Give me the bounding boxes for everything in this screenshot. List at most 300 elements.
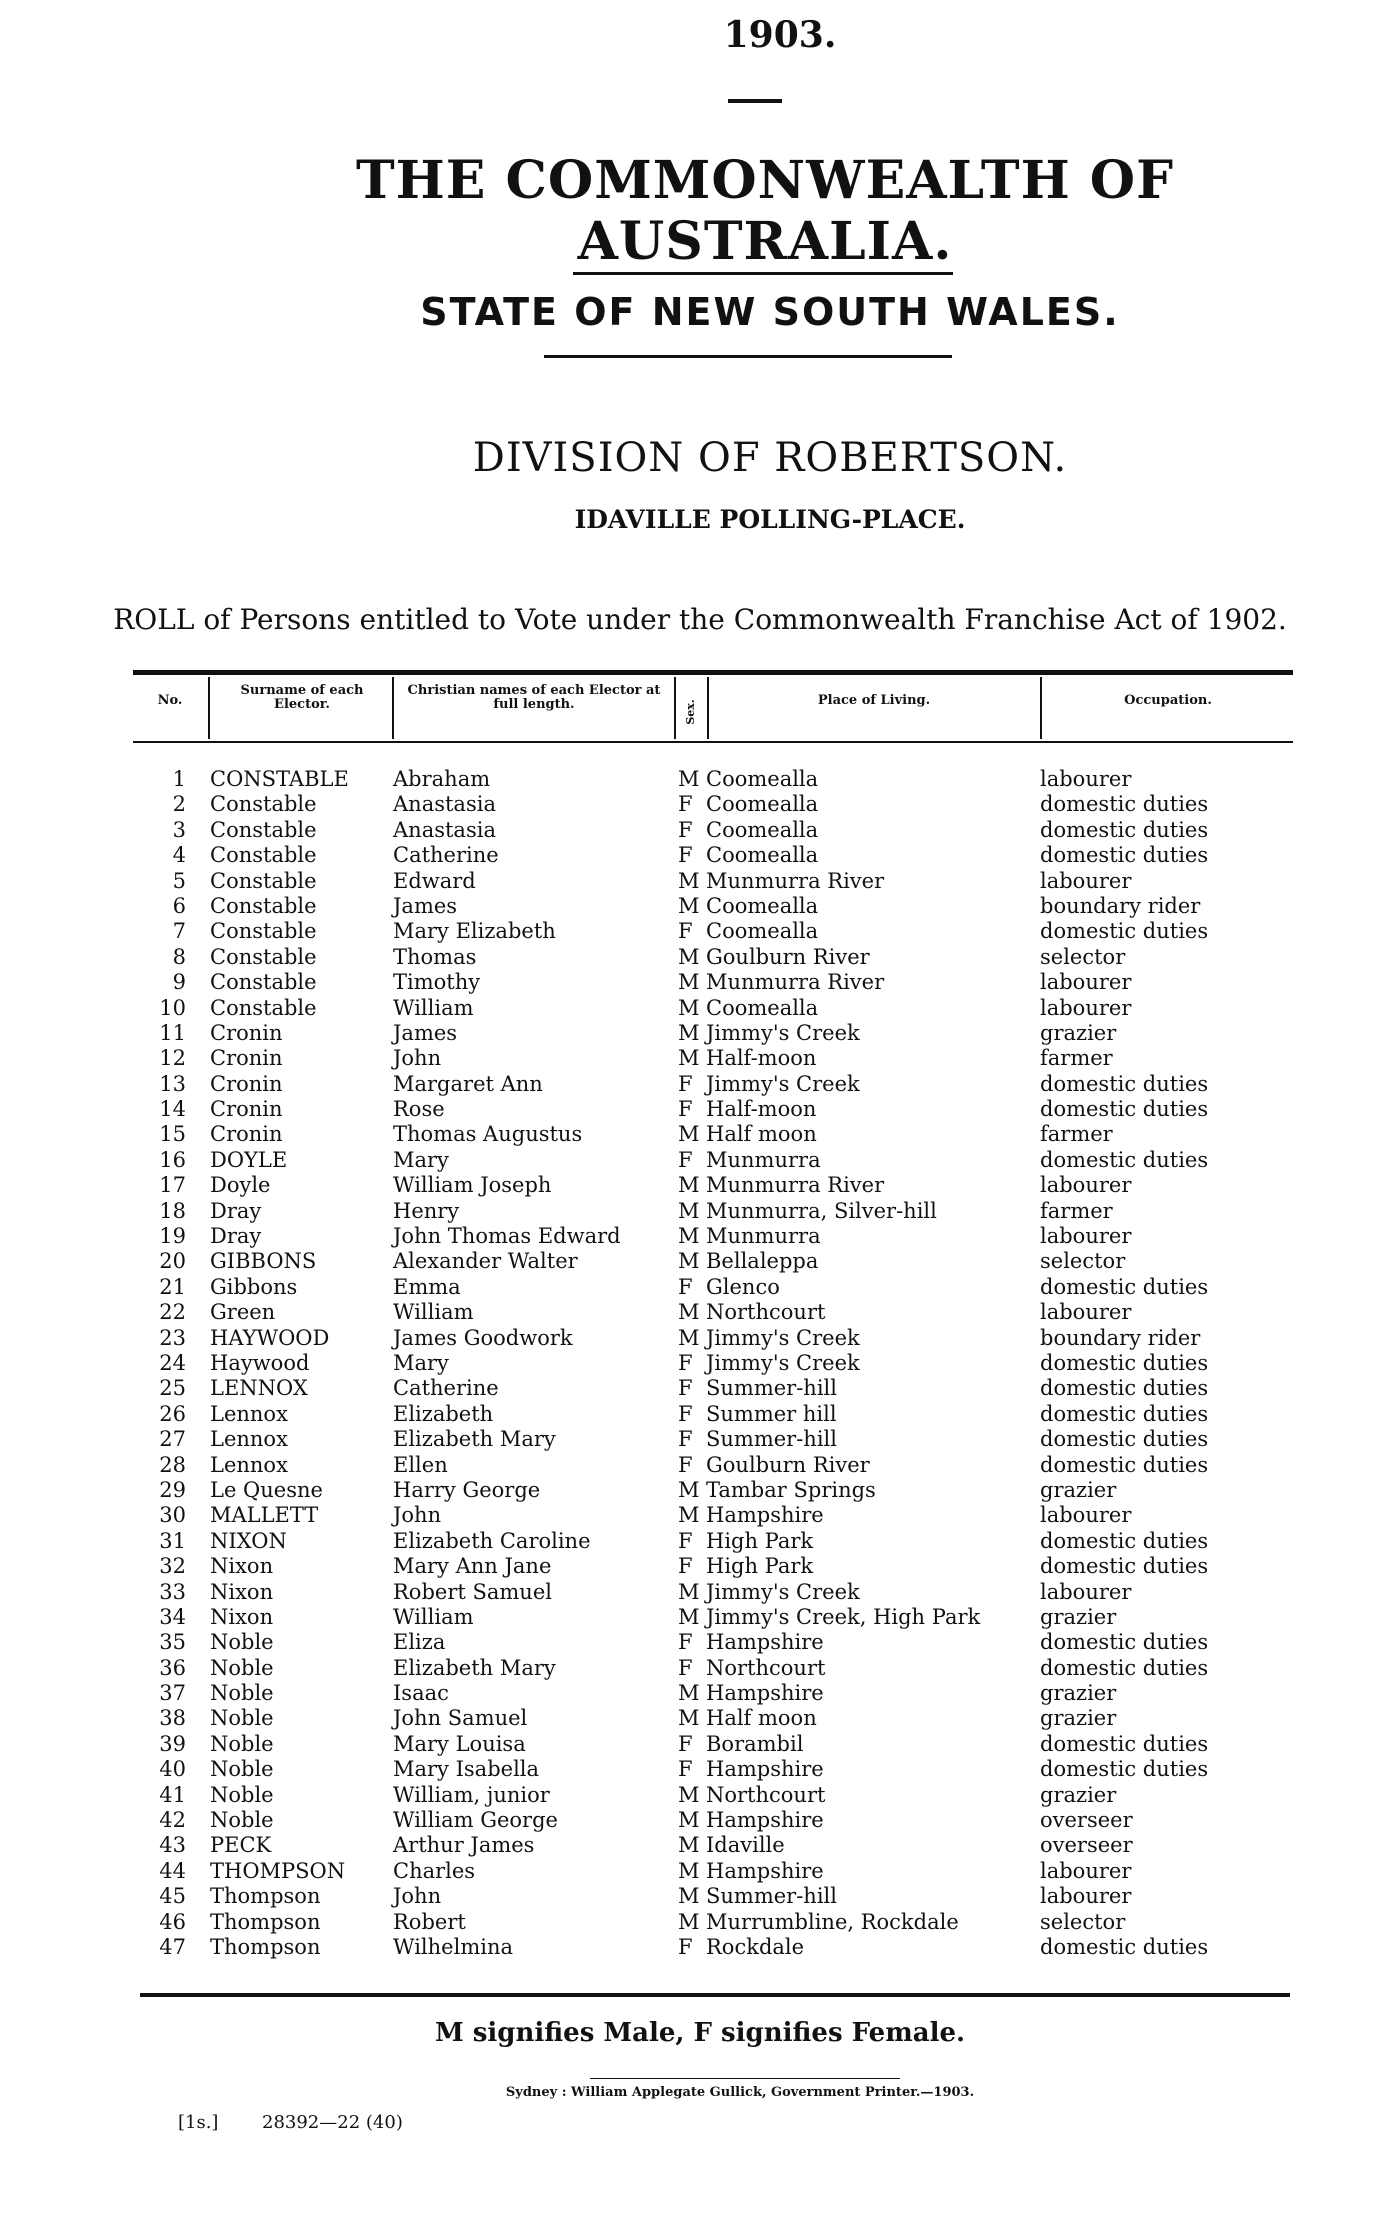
elector-occupation: grazier xyxy=(1040,1706,1117,1731)
table-row xyxy=(0,1935,1382,1960)
elector-christian-names: John xyxy=(393,1884,442,1909)
elector-christian-names: Robert Samuel xyxy=(393,1579,552,1604)
elector-occupation: labourer xyxy=(1040,1173,1132,1198)
elector-number: 23 xyxy=(159,1325,186,1350)
elector-place-of-living: Goulburn River xyxy=(706,944,870,969)
table-row xyxy=(0,1478,1382,1503)
table-row xyxy=(0,1097,1382,1122)
table-row xyxy=(0,843,1382,868)
elector-christian-names: Mary xyxy=(393,1147,449,1172)
elector-occupation: domestic duties xyxy=(1040,1097,1209,1122)
table-row xyxy=(0,1453,1382,1478)
table-row xyxy=(0,1732,1382,1757)
elector-christian-names: Mary Elizabeth xyxy=(393,919,556,944)
elector-surname: Constable xyxy=(210,970,317,995)
elector-surname: Cronin xyxy=(210,1071,283,1096)
column-header-occupation: Occupation. xyxy=(1124,693,1212,708)
elector-christian-names: William Joseph xyxy=(393,1173,552,1198)
elector-place-of-living: Half-moon xyxy=(706,1046,817,1071)
decorative-rule xyxy=(728,99,782,103)
price-code: [1s.] xyxy=(178,2112,219,2133)
elector-occupation: farmer xyxy=(1040,1198,1113,1223)
elector-christian-names: Anastasia xyxy=(393,817,496,842)
elector-number: 34 xyxy=(159,1604,186,1629)
elector-number: 33 xyxy=(159,1579,186,1604)
elector-sex: F xyxy=(678,1071,693,1096)
elector-occupation: labourer xyxy=(1040,995,1132,1020)
elector-surname: Lennox xyxy=(210,1427,288,1452)
elector-place-of-living: Hampshire xyxy=(706,1808,824,1833)
elector-surname: HAYWOOD xyxy=(210,1325,330,1350)
elector-place-of-living: Hampshire xyxy=(706,1858,824,1883)
elector-christian-names: James Goodwork xyxy=(393,1325,573,1350)
elector-christian-names: Ellen xyxy=(393,1452,448,1477)
elector-christian-names: Mary Ann Jane xyxy=(393,1554,552,1579)
elector-place-of-living: Coomealla xyxy=(706,919,819,944)
elector-place-of-living: Jimmy's Creek xyxy=(706,1020,860,1045)
elector-sex: F xyxy=(678,1655,693,1680)
elector-occupation: domestic duties xyxy=(1040,1554,1209,1579)
elector-number: 24 xyxy=(159,1350,186,1375)
table-row xyxy=(0,818,1382,843)
table-row xyxy=(0,1326,1382,1351)
elector-surname: Nixon xyxy=(210,1604,274,1629)
column-header-place: Place of Living. xyxy=(817,693,931,708)
elector-occupation: domestic duties xyxy=(1040,1731,1209,1756)
elector-surname: DOYLE xyxy=(210,1147,288,1172)
print-reference: 28392—22 (40) xyxy=(262,2112,403,2133)
elector-christian-names: Timothy xyxy=(393,970,481,995)
elector-surname: Constable xyxy=(210,995,317,1020)
column-divider xyxy=(208,677,210,739)
elector-surname: Le Quesne xyxy=(210,1477,323,1502)
elector-place-of-living: High Park xyxy=(706,1554,814,1579)
elector-occupation: domestic duties xyxy=(1040,1350,1209,1375)
table-row xyxy=(0,1808,1382,1833)
elector-surname: Haywood xyxy=(210,1350,310,1375)
elector-occupation: selector xyxy=(1040,1249,1126,1274)
elector-christian-names: Alexander Walter xyxy=(393,1249,578,1274)
elector-number: 15 xyxy=(159,1122,186,1147)
elector-occupation: domestic duties xyxy=(1040,792,1209,817)
elector-place-of-living: Summer-hill xyxy=(706,1884,837,1909)
table-row xyxy=(0,1249,1382,1274)
elector-number: 16 xyxy=(159,1147,186,1172)
elector-sex: M xyxy=(678,1884,700,1909)
elector-surname: MALLETT xyxy=(210,1503,319,1528)
elector-christian-names: Wilhelmina xyxy=(393,1934,513,1959)
elector-number: 31 xyxy=(159,1528,186,1553)
elector-occupation: domestic duties xyxy=(1040,1274,1209,1299)
elector-sex: F xyxy=(678,919,693,944)
elector-place-of-living: Hampshire xyxy=(706,1503,824,1528)
elector-surname: THOMPSON xyxy=(210,1858,346,1883)
elector-place-of-living: Jimmy's Creek, High Park xyxy=(706,1604,981,1629)
elector-place-of-living: Rockdale xyxy=(706,1934,805,1959)
table-row xyxy=(0,1199,1382,1224)
elector-number: 5 xyxy=(172,868,186,893)
elector-sex: M xyxy=(678,1122,700,1147)
elector-surname: Gibbons xyxy=(210,1274,298,1299)
elector-christian-names: Catherine xyxy=(393,843,499,868)
elector-place-of-living: Jimmy's Creek xyxy=(706,1071,860,1096)
elector-sex: M xyxy=(678,1604,700,1629)
roll-heading: ROLL of Persons entitled to Vote under the Commonwealth Franchise Act of 1902. xyxy=(113,603,1287,636)
polling-place-title: IDAVILLE POLLING-PLACE. xyxy=(574,505,966,534)
elector-number: 7 xyxy=(172,919,186,944)
elector-place-of-living: Half moon xyxy=(706,1122,817,1147)
elector-number: 11 xyxy=(159,1020,186,1045)
state-title: STATE OF NEW SOUTH WALES. xyxy=(420,290,1120,334)
elector-place-of-living: Northcourt xyxy=(706,1655,826,1680)
elector-sex: M xyxy=(678,1503,700,1528)
elector-place-of-living: Jimmy's Creek xyxy=(706,1350,860,1375)
elector-place-of-living: Coomealla xyxy=(706,995,819,1020)
table-row xyxy=(0,996,1382,1021)
elector-number: 2 xyxy=(172,792,186,817)
table-row xyxy=(0,767,1382,792)
elector-christian-names: John xyxy=(393,1503,442,1528)
table-row xyxy=(0,970,1382,995)
elector-occupation: labourer xyxy=(1040,1503,1132,1528)
elector-surname: Noble xyxy=(210,1782,274,1807)
elector-sex: M xyxy=(678,1020,700,1045)
elector-surname: Noble xyxy=(210,1706,274,1731)
table-row xyxy=(0,869,1382,894)
elector-sex: M xyxy=(678,970,700,995)
elector-surname: Dray xyxy=(210,1224,262,1249)
elector-number: 30 xyxy=(159,1503,186,1528)
elector-number: 45 xyxy=(159,1884,186,1909)
elector-place-of-living: Hampshire xyxy=(706,1757,824,1782)
elector-christian-names: Abraham xyxy=(393,767,491,791)
elector-occupation: overseer xyxy=(1040,1833,1133,1858)
elector-surname: Cronin xyxy=(210,1122,283,1147)
elector-number: 27 xyxy=(159,1427,186,1452)
elector-number: 44 xyxy=(159,1858,186,1883)
table-row xyxy=(0,1757,1382,1782)
elector-christian-names: Edward xyxy=(393,868,476,893)
table-row xyxy=(0,1021,1382,1046)
elector-surname: Constable xyxy=(210,817,317,842)
elector-place-of-living: Summer-hill xyxy=(706,1376,837,1401)
elector-sex: F xyxy=(678,1731,693,1756)
table-row xyxy=(0,1859,1382,1884)
elector-place-of-living: Summer-hill xyxy=(706,1427,837,1452)
elector-christian-names: Henry xyxy=(393,1198,460,1223)
column-header-no: No. xyxy=(157,693,183,708)
elector-christian-names: James xyxy=(393,893,458,918)
elector-number: 21 xyxy=(159,1274,186,1299)
elector-surname: Nixon xyxy=(210,1554,274,1579)
elector-surname: CONSTABLE xyxy=(210,767,349,791)
column-header-surname: Surname of each Elector. xyxy=(240,683,364,712)
elector-surname: Noble xyxy=(210,1731,274,1756)
table-row xyxy=(0,1046,1382,1071)
table-row xyxy=(0,1351,1382,1376)
elector-sex: M xyxy=(678,1706,700,1731)
table-row xyxy=(0,1427,1382,1452)
elector-occupation: grazier xyxy=(1040,1604,1117,1629)
elector-surname: Constable xyxy=(210,944,317,969)
printer-imprint: Sydney : William Applegate Gullick, Government Printer.—1903. xyxy=(505,2085,975,2100)
elector-christian-names: Isaac xyxy=(393,1681,449,1706)
elector-surname: LENNOX xyxy=(210,1376,308,1401)
table-header-rule xyxy=(133,741,1293,743)
elector-occupation: labourer xyxy=(1040,1579,1132,1604)
elector-number: 37 xyxy=(159,1681,186,1706)
elector-sex: M xyxy=(678,1808,700,1833)
table-row xyxy=(0,894,1382,919)
elector-place-of-living: Munmurra xyxy=(706,1147,821,1172)
elector-sex: M xyxy=(678,1198,700,1223)
elector-christian-names: William, junior xyxy=(393,1782,550,1807)
table-row xyxy=(0,1833,1382,1858)
elector-place-of-living: Hampshire xyxy=(706,1681,824,1706)
elector-christian-names: Elizabeth Mary xyxy=(393,1427,556,1452)
elector-occupation: boundary rider xyxy=(1040,893,1201,918)
elector-occupation: overseer xyxy=(1040,1808,1133,1833)
table-row xyxy=(0,1529,1382,1554)
elector-occupation: domestic duties xyxy=(1040,1376,1209,1401)
elector-surname: Constable xyxy=(210,868,317,893)
elector-occupation: labourer xyxy=(1040,1858,1132,1883)
elector-surname: Lennox xyxy=(210,1401,288,1426)
elector-place-of-living: Munmurra, Silver-hill xyxy=(706,1198,937,1223)
elector-sex: M xyxy=(678,944,700,969)
table-row xyxy=(0,1275,1382,1300)
elector-christian-names: Elizabeth xyxy=(393,1401,494,1426)
elector-christian-names: Thomas Augustus xyxy=(393,1122,583,1147)
elector-sex: M xyxy=(678,1046,700,1071)
elector-sex: M xyxy=(678,1579,700,1604)
elector-occupation: domestic duties xyxy=(1040,1452,1209,1477)
elector-number: 6 xyxy=(172,893,186,918)
elector-number: 26 xyxy=(159,1401,186,1426)
elector-sex: F xyxy=(678,1147,693,1172)
elector-sex: F xyxy=(678,1452,693,1477)
elector-surname: GIBBONS xyxy=(210,1249,317,1274)
elector-number: 20 xyxy=(159,1249,186,1274)
elector-sex: F xyxy=(678,1376,693,1401)
elector-occupation: farmer xyxy=(1040,1122,1113,1147)
elector-number: 9 xyxy=(172,970,186,995)
column-divider xyxy=(674,677,676,739)
elector-occupation: domestic duties xyxy=(1040,919,1209,944)
elector-sex: M xyxy=(678,1249,700,1274)
elector-occupation: labourer xyxy=(1040,1224,1132,1249)
elector-occupation: domestic duties xyxy=(1040,1528,1209,1553)
table-row xyxy=(0,1300,1382,1325)
elector-christian-names: John Thomas Edward xyxy=(393,1224,621,1249)
elector-number: 8 xyxy=(172,944,186,969)
table-row xyxy=(0,1706,1382,1731)
elector-sex: F xyxy=(678,1528,693,1553)
elector-christian-names: William xyxy=(393,995,474,1020)
elector-place-of-living: Munmurra xyxy=(706,1224,821,1249)
elector-christian-names: Rose xyxy=(393,1097,445,1122)
elector-place-of-living: Coomealla xyxy=(706,843,819,868)
table-row xyxy=(0,1580,1382,1605)
electoral-roll-table xyxy=(0,767,1382,1960)
table-row xyxy=(0,1910,1382,1935)
elector-occupation: labourer xyxy=(1040,767,1132,791)
elector-surname: Dray xyxy=(210,1198,262,1223)
elector-place-of-living: Murrumbline, Rockdale xyxy=(706,1909,959,1934)
elector-number: 32 xyxy=(159,1554,186,1579)
elector-surname: Cronin xyxy=(210,1020,283,1045)
elector-number: 3 xyxy=(172,817,186,842)
table-row xyxy=(0,1630,1382,1655)
elector-christian-names: William George xyxy=(393,1808,558,1833)
elector-sex: F xyxy=(678,1554,693,1579)
elector-surname: NIXON xyxy=(210,1528,287,1553)
elector-christian-names: Elizabeth Caroline xyxy=(393,1528,591,1553)
table-row xyxy=(0,1224,1382,1249)
elector-surname: Noble xyxy=(210,1757,274,1782)
elector-number: 12 xyxy=(159,1046,186,1071)
elector-sex: M xyxy=(678,1325,700,1350)
elector-number: 36 xyxy=(159,1655,186,1680)
elector-surname: Thompson xyxy=(210,1884,321,1909)
elector-place-of-living: High Park xyxy=(706,1528,814,1553)
elector-number: 1 xyxy=(172,767,186,791)
elector-sex: M xyxy=(678,868,700,893)
elector-sex: F xyxy=(678,1401,693,1426)
elector-surname: Green xyxy=(210,1300,276,1325)
column-divider xyxy=(392,677,394,739)
elector-occupation: labourer xyxy=(1040,868,1132,893)
elector-number: 18 xyxy=(159,1198,186,1223)
elector-occupation: domestic duties xyxy=(1040,843,1209,868)
elector-sex: F xyxy=(678,1274,693,1299)
elector-surname: Constable xyxy=(210,843,317,868)
table-row xyxy=(0,792,1382,817)
elector-sex: F xyxy=(678,1630,693,1655)
elector-number: 22 xyxy=(159,1300,186,1325)
elector-place-of-living: Tambar Springs xyxy=(706,1477,876,1502)
elector-occupation: domestic duties xyxy=(1040,1655,1209,1680)
table-top-rule xyxy=(133,670,1293,675)
elector-surname: Constable xyxy=(210,893,317,918)
elector-occupation: domestic duties xyxy=(1040,1630,1209,1655)
column-header-christian-names: Christian names of each Elector at full length. xyxy=(407,683,661,712)
elector-surname: Cronin xyxy=(210,1097,283,1122)
table-row xyxy=(0,1402,1382,1427)
elector-occupation: labourer xyxy=(1040,1884,1132,1909)
elector-place-of-living: Northcourt xyxy=(706,1782,826,1807)
elector-christian-names: Mary Isabella xyxy=(393,1757,540,1782)
elector-occupation: domestic duties xyxy=(1040,817,1209,842)
elector-christian-names: Harry George xyxy=(393,1477,541,1502)
elector-sex: F xyxy=(678,1934,693,1959)
elector-occupation: labourer xyxy=(1040,1300,1132,1325)
elector-place-of-living: Coomealla xyxy=(706,767,819,791)
table-row xyxy=(0,1376,1382,1401)
elector-number: 40 xyxy=(159,1757,186,1782)
elector-sex: F xyxy=(678,843,693,868)
sex-legend: M signifies Male, F signifies Female. xyxy=(434,2018,966,2048)
table-row xyxy=(0,1554,1382,1579)
elector-place-of-living: Bellaleppa xyxy=(706,1249,819,1274)
elector-christian-names: John Samuel xyxy=(393,1706,528,1731)
elector-surname: Doyle xyxy=(210,1173,271,1198)
elector-number: 25 xyxy=(159,1376,186,1401)
table-row xyxy=(0,1656,1382,1681)
elector-place-of-living: Jimmy's Creek xyxy=(706,1325,860,1350)
table-row xyxy=(0,919,1382,944)
elector-christian-names: Thomas xyxy=(393,944,477,969)
decorative-rule xyxy=(544,355,952,358)
elector-christian-names: Robert xyxy=(393,1909,466,1934)
elector-sex: M xyxy=(678,1681,700,1706)
elector-surname: Thompson xyxy=(210,1934,321,1959)
elector-number: 28 xyxy=(159,1452,186,1477)
elector-place-of-living: Idaville xyxy=(706,1833,785,1858)
elector-number: 29 xyxy=(159,1477,186,1502)
column-header-sex: Sex. xyxy=(684,699,697,725)
elector-place-of-living: Half-moon xyxy=(706,1097,817,1122)
elector-surname: Noble xyxy=(210,1681,274,1706)
table-row xyxy=(0,1884,1382,1909)
elector-sex: M xyxy=(678,767,700,791)
elector-sex: M xyxy=(678,995,700,1020)
elector-occupation: farmer xyxy=(1040,1046,1113,1071)
elector-number: 41 xyxy=(159,1782,186,1807)
table-row xyxy=(0,1173,1382,1198)
elector-number: 35 xyxy=(159,1630,186,1655)
elector-occupation: selector xyxy=(1040,1909,1126,1934)
table-bottom-rule xyxy=(140,1993,1290,1997)
elector-occupation: domestic duties xyxy=(1040,1071,1209,1096)
decorative-rule xyxy=(573,272,953,275)
elector-place-of-living: Jimmy's Creek xyxy=(706,1579,860,1604)
elector-place-of-living: Coomealla xyxy=(706,792,819,817)
elector-number: 4 xyxy=(172,843,186,868)
elector-place-of-living: Munmurra River xyxy=(706,1173,885,1198)
elector-christian-names: William xyxy=(393,1300,474,1325)
elector-place-of-living: Borambil xyxy=(706,1731,804,1756)
decorative-rule xyxy=(590,2078,900,2079)
elector-surname: Nixon xyxy=(210,1579,274,1604)
elector-number: 10 xyxy=(159,995,186,1020)
elector-surname: Noble xyxy=(210,1655,274,1680)
elector-number: 14 xyxy=(159,1097,186,1122)
elector-sex: M xyxy=(678,1477,700,1502)
elector-place-of-living: Half moon xyxy=(706,1706,817,1731)
column-divider xyxy=(1040,677,1042,739)
elector-surname: Constable xyxy=(210,919,317,944)
elector-surname: Noble xyxy=(210,1808,274,1833)
elector-place-of-living: Coomealla xyxy=(706,817,819,842)
elector-occupation: domestic duties xyxy=(1040,1757,1209,1782)
elector-sex: M xyxy=(678,1224,700,1249)
elector-occupation: domestic duties xyxy=(1040,1401,1209,1426)
elector-place-of-living: Northcourt xyxy=(706,1300,826,1325)
elector-sex: M xyxy=(678,1909,700,1934)
elector-christian-names: James xyxy=(393,1020,458,1045)
table-row xyxy=(0,1072,1382,1097)
elector-occupation: grazier xyxy=(1040,1782,1117,1807)
elector-christian-names: Mary xyxy=(393,1350,449,1375)
elector-place-of-living: Coomealla xyxy=(706,893,819,918)
elector-occupation: domestic duties xyxy=(1040,1147,1209,1172)
elector-sex: M xyxy=(678,1858,700,1883)
elector-christian-names: William xyxy=(393,1604,474,1629)
elector-sex: F xyxy=(678,1427,693,1452)
elector-number: 39 xyxy=(159,1731,186,1756)
table-row xyxy=(0,1783,1382,1808)
